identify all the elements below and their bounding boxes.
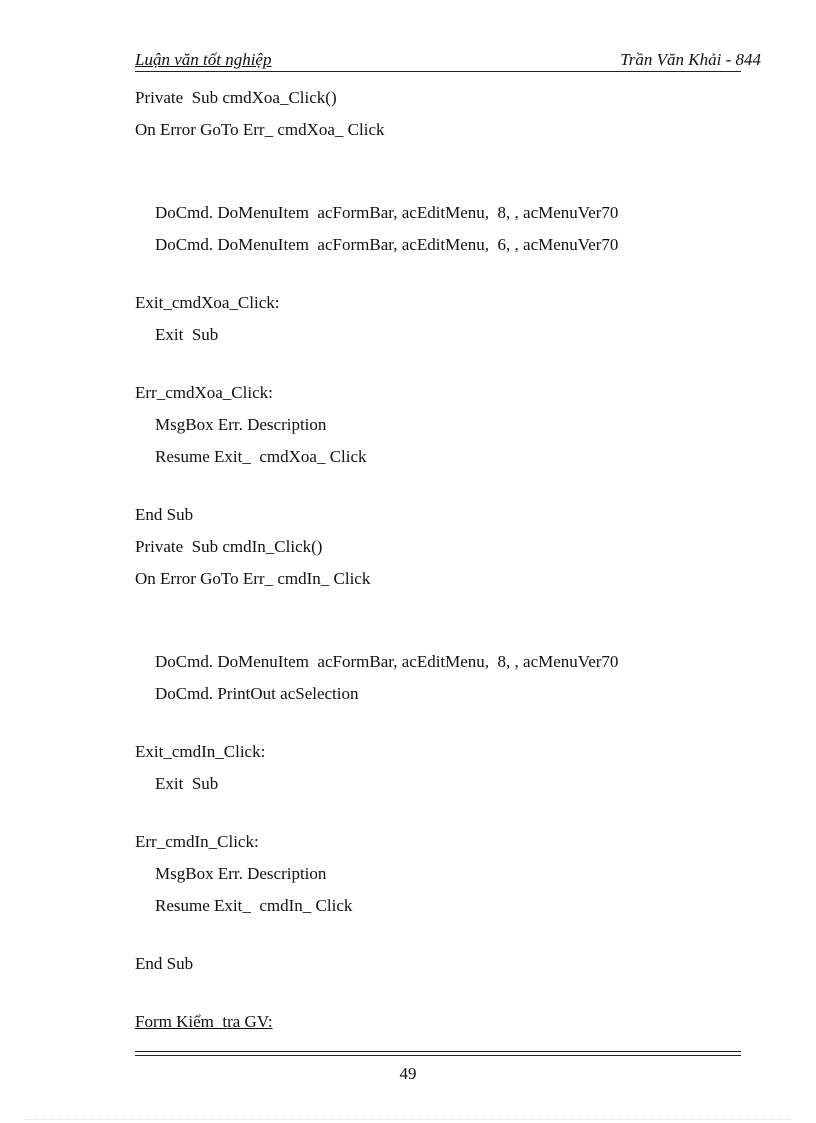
code-line: Exit Sub <box>155 325 219 344</box>
code-line: Private Sub cmdIn_Click() <box>135 537 323 556</box>
code-line: Err_cmdXoa_Click: <box>135 383 273 402</box>
code-line: MsgBox Err. Description <box>155 415 327 434</box>
code-line: On Error GoTo Err_ cmdXoa_ Click <box>135 120 385 139</box>
code-line: Exit_cmdIn_Click: <box>135 742 266 761</box>
code-line: Private Sub cmdXoa_Click() <box>135 88 337 107</box>
code-line: End Sub <box>135 505 194 524</box>
code-line: DoCmd. PrintOut acSelection <box>155 684 359 703</box>
code-line: End Sub <box>135 954 194 973</box>
code-line: Err_cmdIn_Click: <box>135 832 259 851</box>
code-line: Exit Sub <box>155 774 219 793</box>
header-rule <box>135 71 741 72</box>
code-line: Resume Exit_ cmdXoa_ Click <box>155 447 367 466</box>
footer-rule <box>135 1051 741 1052</box>
footer-rule <box>135 1055 741 1056</box>
code-line: On Error GoTo Err_ cmdIn_ Click <box>135 569 371 588</box>
code-line: DoCmd. DoMenuItem acFormBar, acEditMenu, 6, , acMenuVer70 <box>155 235 619 254</box>
code-line: DoCmd. DoMenuItem acFormBar, acEditMenu, 8, , acMenuVer70 <box>155 203 619 222</box>
page-header <box>135 48 761 72</box>
page-edge-divider <box>25 1119 791 1120</box>
header-thesis-title: Luận văn tốt nghiệp <box>135 50 272 69</box>
code-line: MsgBox Err. Description <box>155 864 327 883</box>
code-line: Resume Exit_ cmdIn_ Click <box>155 896 353 915</box>
section-title: Form Kiểm tra GV: <box>135 1012 273 1031</box>
header-author: Trần Văn Khải - 844 <box>620 50 761 69</box>
page-number: 49 <box>399 1064 417 1083</box>
code-line: Exit_cmdXoa_Click: <box>135 293 280 312</box>
code-line: DoCmd. DoMenuItem acFormBar, acEditMenu, 8, , acMenuVer70 <box>155 652 619 671</box>
